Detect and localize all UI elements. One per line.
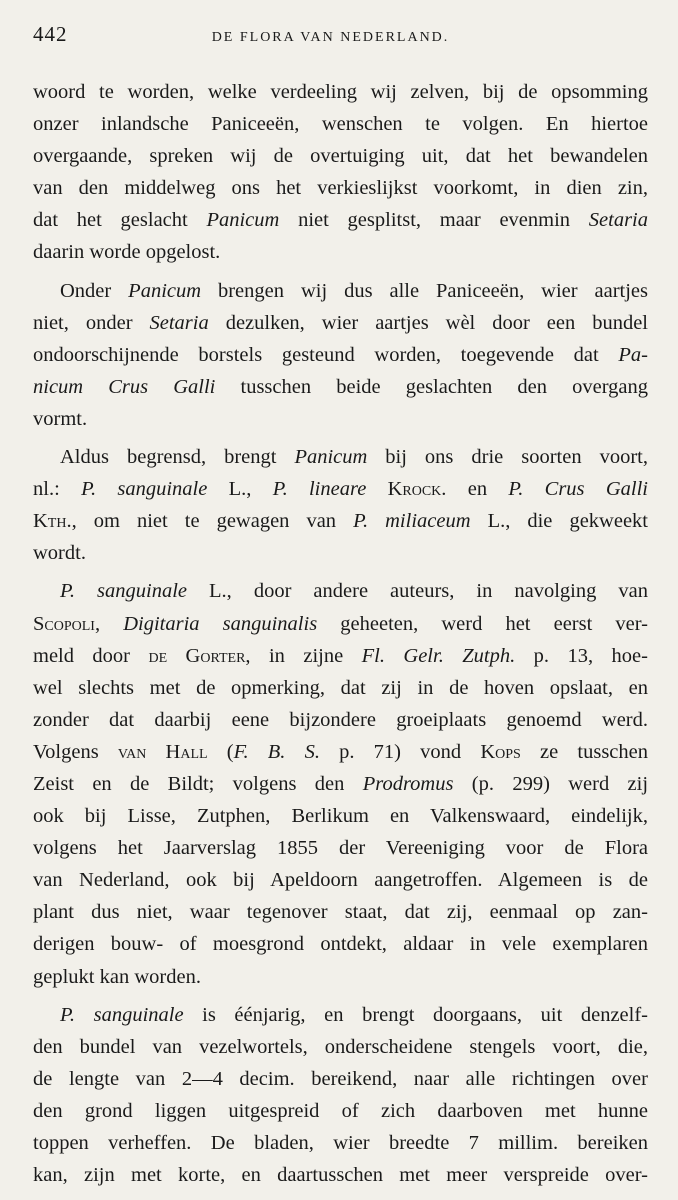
text-line (33, 140, 648, 172)
text-line (33, 275, 648, 307)
text-run: nl.: (33, 478, 82, 501)
small-caps-text: Kth (33, 510, 67, 533)
text-run: plant dus niet, waar tegenover staat, dat zij, eenmaal op zan- (33, 901, 648, 924)
text-run: L., die gekweekt (470, 510, 648, 533)
italic-text: P. sanguinale (81, 478, 208, 501)
text-run: Zeist en de Bildt; volgens den (33, 772, 363, 795)
text-run: p. 71) vond (319, 740, 481, 763)
text-run: dezulken, wier aartjes wèl door een bundel (208, 311, 648, 334)
italic-text: Setaria (149, 311, 209, 334)
text-line (33, 1159, 648, 1191)
text-line (33, 172, 648, 204)
text-run: overgaande, spreken wij de overtuiging uit, dat het bewandelen (33, 145, 648, 168)
text-run: Aldus begrensd, brengt (60, 446, 295, 469)
text-run: van den middelweg ons het verkieslijkst voorkomt, in dien zin, (33, 177, 648, 200)
text-run: wordt. (33, 542, 86, 565)
text-run: L., door andere auteurs, in navolging van (187, 580, 648, 603)
text-line (33, 403, 648, 435)
text-run: kan, zijn met korte, en daartusschen met meer verspreide over- (33, 1164, 648, 1187)
text-run: woord te worden, welke verdeeling wij zelven, bij de opsomming (33, 81, 648, 103)
text-line (33, 896, 648, 928)
text-line (33, 704, 648, 736)
text-line (33, 736, 648, 768)
text-line (33, 1063, 648, 1095)
italic-text: Panicum (128, 279, 202, 302)
running-title: DE FLORA VAN NEDERLAND. (211, 30, 450, 45)
text-line (33, 108, 648, 140)
text-run: meld door (33, 644, 149, 667)
text-run: (p. 299) werd zij (453, 772, 648, 795)
small-caps-text: Scopoli (33, 612, 95, 635)
text-run: den bundel van vezelwortels, onderscheidene stengels voort, die, (33, 1035, 648, 1058)
text-run: ( (207, 740, 234, 763)
page-number: 442 (33, 22, 68, 46)
text-run: daarin worde opgelost. (33, 241, 221, 264)
text-line (33, 473, 648, 505)
text-run: dat het geslacht (33, 209, 207, 232)
text-run: de lengte van 2—4 decim. bereikend, naar alle richtingen over (33, 1067, 648, 1090)
text-run: van Nederland, ook bij Apeldoorn aangetroffen. Algemeen is de (33, 869, 648, 892)
text-line (33, 1127, 648, 1159)
small-caps-text: Krock (387, 478, 442, 501)
text-line (33, 999, 648, 1031)
italic-text: P. Crus Galli (508, 478, 648, 501)
text-run (366, 478, 387, 500)
text-line (33, 1095, 648, 1127)
text-run: toppen verheffen. De bladen, wier breedte 7 millim. bereiken (33, 1132, 648, 1154)
text-line (33, 961, 648, 993)
page-header (33, 22, 648, 58)
text-run: niet gesplitst, maar evenmin (279, 209, 589, 232)
text-line (33, 608, 648, 640)
text-run: Onder (60, 279, 129, 302)
text-line (33, 505, 648, 537)
text-line (33, 800, 648, 832)
text-line (33, 640, 648, 672)
text-line (33, 236, 648, 268)
text-run: vormt. (33, 407, 88, 430)
text-line (33, 768, 648, 800)
text-run: Volgens (33, 740, 118, 763)
italic-text: nicum Crus Galli (33, 375, 216, 398)
text-line (33, 204, 648, 236)
text-run: , in zijne (245, 644, 362, 667)
italic-text: P. sanguinale (60, 1003, 184, 1026)
text-line (33, 928, 648, 960)
text-run: ondoorschijnende borstels gesteund worden, toegevende dat (33, 343, 619, 366)
text-line (33, 672, 648, 704)
text-run: geplukt kan worden. (33, 965, 201, 988)
text-run: geheeten, werd het eerst ver- (317, 612, 648, 635)
text-run: p. 13, hoe- (515, 644, 648, 667)
italic-text: P. sanguinale (60, 580, 187, 603)
text-run: bij ons drie soorten voort, (367, 446, 648, 469)
text-run: wel slechts met de opmerking, dat zij in de hoven opslaat, en (33, 676, 648, 699)
text-line (33, 575, 648, 607)
text-line (33, 1031, 648, 1063)
text-run: ., om niet te gewagen van (66, 510, 354, 533)
italic-text: P. lineare (272, 478, 367, 501)
text-line (33, 76, 648, 108)
text-run: ze tusschen (520, 740, 648, 763)
text-run: brengen wij dus alle Paniceeën, wier aartjes (201, 279, 648, 302)
text-run: , (94, 612, 124, 635)
text-run: den grond liggen uitgespreid of zich daarboven met hunne (33, 1099, 648, 1122)
text-run: tusschen beide geslachten den overgang (215, 375, 648, 398)
italic-text: Fl. Gelr. Zutph. (361, 644, 516, 667)
text-line (33, 537, 648, 569)
italic-text: Panicum (294, 446, 368, 469)
italic-text: Panicum (206, 209, 280, 232)
text-run: L., (207, 478, 273, 501)
italic-text: Pa- (618, 343, 648, 366)
text-run: . en (441, 478, 509, 501)
italic-text: F. B. S. (233, 740, 320, 763)
italic-text: Digitaria sanguinalis (123, 612, 318, 635)
small-caps-text: de Gorter (148, 644, 246, 667)
text-run: ook bij Lisse, Zutphen, Berlikum en Valkenswaard, eindelijk, (33, 805, 648, 828)
small-caps-text: van Hall (117, 740, 208, 763)
text-line (33, 339, 648, 371)
italic-text: Prodromus (362, 772, 454, 795)
text-line (33, 864, 648, 896)
text-line (33, 441, 648, 473)
text-line (33, 371, 648, 403)
text-run: onzer inlandsche Paniceeën, wenschen te volgen. En hiertoe (33, 113, 648, 136)
italic-text: P. miliaceum (353, 510, 471, 533)
text-run: volgens het Jaarverslag 1855 der Vereeniging voor de Flora (33, 837, 648, 860)
italic-text: Setaria (588, 209, 648, 232)
text-line (33, 832, 648, 864)
text-line (33, 307, 648, 339)
text-run: derigen bouw- of moesgrond ontdekt, aldaar in vele exemplaren (33, 933, 648, 956)
text-run: is éénjarig, en brengt doorgaans, uit denzelf- (183, 1003, 648, 1026)
text-run: niet, onder (33, 311, 150, 334)
text-run: zonder dat daarbij eene bijzondere groeiplaats genoemd werd. (33, 708, 648, 731)
body-text (33, 76, 648, 1191)
small-caps-text: Kops (480, 740, 521, 763)
